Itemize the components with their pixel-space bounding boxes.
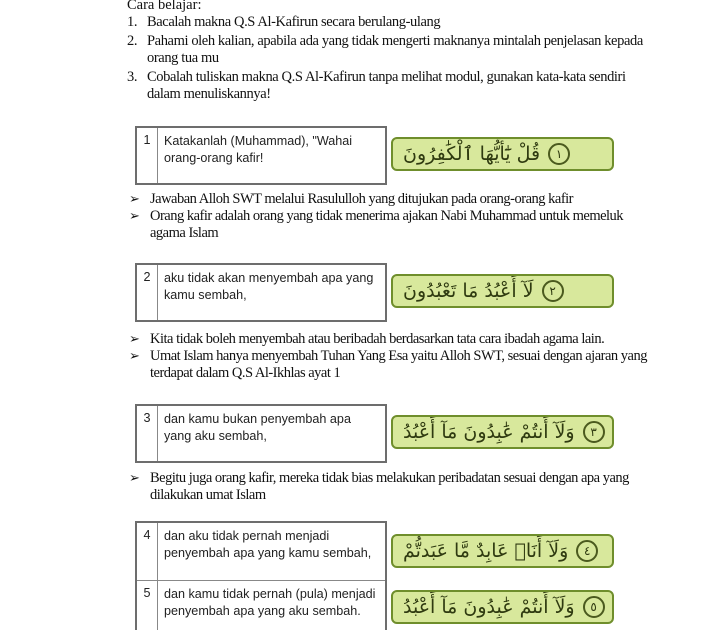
note-item bbox=[127, 470, 659, 504]
arrow-bullet-icon: ➢ bbox=[129, 192, 140, 207]
verse-meaning: Katakanlah (Muhammad), "Wahai orang-orang kafir! bbox=[164, 134, 353, 165]
verse-number: 1 bbox=[137, 128, 158, 183]
arabic-verse-box bbox=[391, 274, 614, 308]
verse-meaning: dan kamu tidak pernah (pula) menjadi penyembah apa yang aku sembah. bbox=[164, 587, 376, 618]
ayah-number-icon: ٣ bbox=[583, 421, 605, 443]
note-item bbox=[127, 331, 659, 348]
verse-number: 2 bbox=[137, 265, 158, 320]
ayah-number-icon: ٥ bbox=[583, 596, 605, 618]
verse-number: 4 bbox=[137, 523, 158, 580]
arabic-verse-text: لَآ أَعْبُدُ مَا تَعْبُدُونَ bbox=[403, 280, 534, 302]
arabic-verse-text: وَلَآ أَنَا۠ عَابِدٌ مَّا عَبَدتُّمْ bbox=[403, 540, 569, 562]
notes-list bbox=[127, 191, 659, 242]
verse-meaning-table bbox=[135, 126, 387, 185]
note-item bbox=[127, 208, 659, 242]
arabic-verse-text: قُلْ يَٰٓأَيُّهَا ٱلْكَٰفِرُونَ bbox=[403, 143, 541, 165]
step-number: 3. bbox=[127, 69, 138, 85]
note-item bbox=[127, 191, 659, 208]
verse-meaning: dan aku tidak pernah menjadi penyembah apa yang kamu sembah, bbox=[164, 529, 372, 560]
verse-meaning-table bbox=[135, 404, 387, 463]
step-number: 2. bbox=[127, 33, 138, 49]
arrow-bullet-icon: ➢ bbox=[129, 209, 140, 224]
study-step bbox=[127, 33, 657, 67]
verse-meaning-table bbox=[135, 263, 387, 322]
step-text: Cobalah tuliskan makna Q.S Al-Kafirun tanpa melihat modul, gunakan kata-kata sendiri dalam menuliskannya! bbox=[147, 69, 626, 102]
verse-row bbox=[137, 265, 385, 320]
step-number: 1. bbox=[127, 14, 138, 30]
notes-list bbox=[127, 470, 659, 504]
arabic-verse-box bbox=[391, 137, 614, 171]
verse-row bbox=[137, 523, 385, 580]
ayah-number-icon: ٤ bbox=[576, 540, 598, 562]
study-step bbox=[127, 69, 657, 103]
step-text: Pahami oleh kalian, apabila ada yang tidak mengerti maknanya mintalah penjelasan kepada orang tua mu bbox=[147, 33, 643, 66]
verse-meaning-table bbox=[135, 521, 387, 630]
verse-number: 3 bbox=[137, 406, 158, 461]
study-steps-list bbox=[127, 14, 657, 105]
intro-heading: Cara belajar: bbox=[127, 0, 202, 13]
note-text: Kita tidak boleh menyembah atau beribadah berdasarkan tata cara ibadah agama lain. bbox=[150, 331, 605, 347]
step-text: Bacalah makna Q.S Al-Kafirun secara berulang-ulang bbox=[147, 14, 441, 30]
notes-list bbox=[127, 331, 659, 382]
arrow-bullet-icon: ➢ bbox=[129, 349, 140, 364]
arabic-verse-box bbox=[391, 415, 614, 449]
note-text: Umat Islam hanya menyembah Tuhan Yang Esa yaitu Alloh SWT, sesuai dengan ajaran yang terdapat dalam Q.S Al-Ikhlas ayat 1 bbox=[150, 348, 647, 381]
arabic-verse-text: وَلَآ أَنتُمْ عَٰبِدُونَ مَآ أَعْبُدُ bbox=[403, 421, 575, 443]
verse-row bbox=[137, 580, 385, 630]
study-step bbox=[127, 14, 657, 31]
note-text: Orang kafir adalah orang yang tidak menerima ajakan Nabi Muhammad untuk memeluk agama Islam bbox=[150, 208, 624, 241]
note-text: Jawaban Alloh SWT melalui Rasululloh yang ditujukan pada orang-orang kafir bbox=[150, 191, 573, 207]
verse-row bbox=[137, 128, 385, 183]
arrow-bullet-icon: ➢ bbox=[129, 332, 140, 347]
arabic-verse-box bbox=[391, 590, 614, 624]
ayah-number-icon: ٢ bbox=[542, 280, 564, 302]
note-item bbox=[127, 348, 659, 382]
arrow-bullet-icon: ➢ bbox=[129, 471, 140, 486]
verse-number: 5 bbox=[137, 581, 158, 630]
ayah-number-icon: ١ bbox=[548, 143, 570, 165]
note-text: Begitu juga orang kafir, mereka tidak bias melakukan peribadatan sesuai dengan apa yang dilakukan umat Islam bbox=[150, 470, 629, 503]
arabic-verse-box bbox=[391, 534, 614, 568]
verse-meaning: dan kamu bukan penyembah apa yang aku sembah, bbox=[164, 412, 351, 443]
verse-row bbox=[137, 406, 385, 461]
verse-meaning: aku tidak akan menyembah apa yang kamu sembah, bbox=[164, 271, 374, 302]
arabic-verse-text: وَلَآ أَنتُمْ عَٰبِدُونَ مَآ أَعْبُدُ bbox=[403, 596, 575, 618]
